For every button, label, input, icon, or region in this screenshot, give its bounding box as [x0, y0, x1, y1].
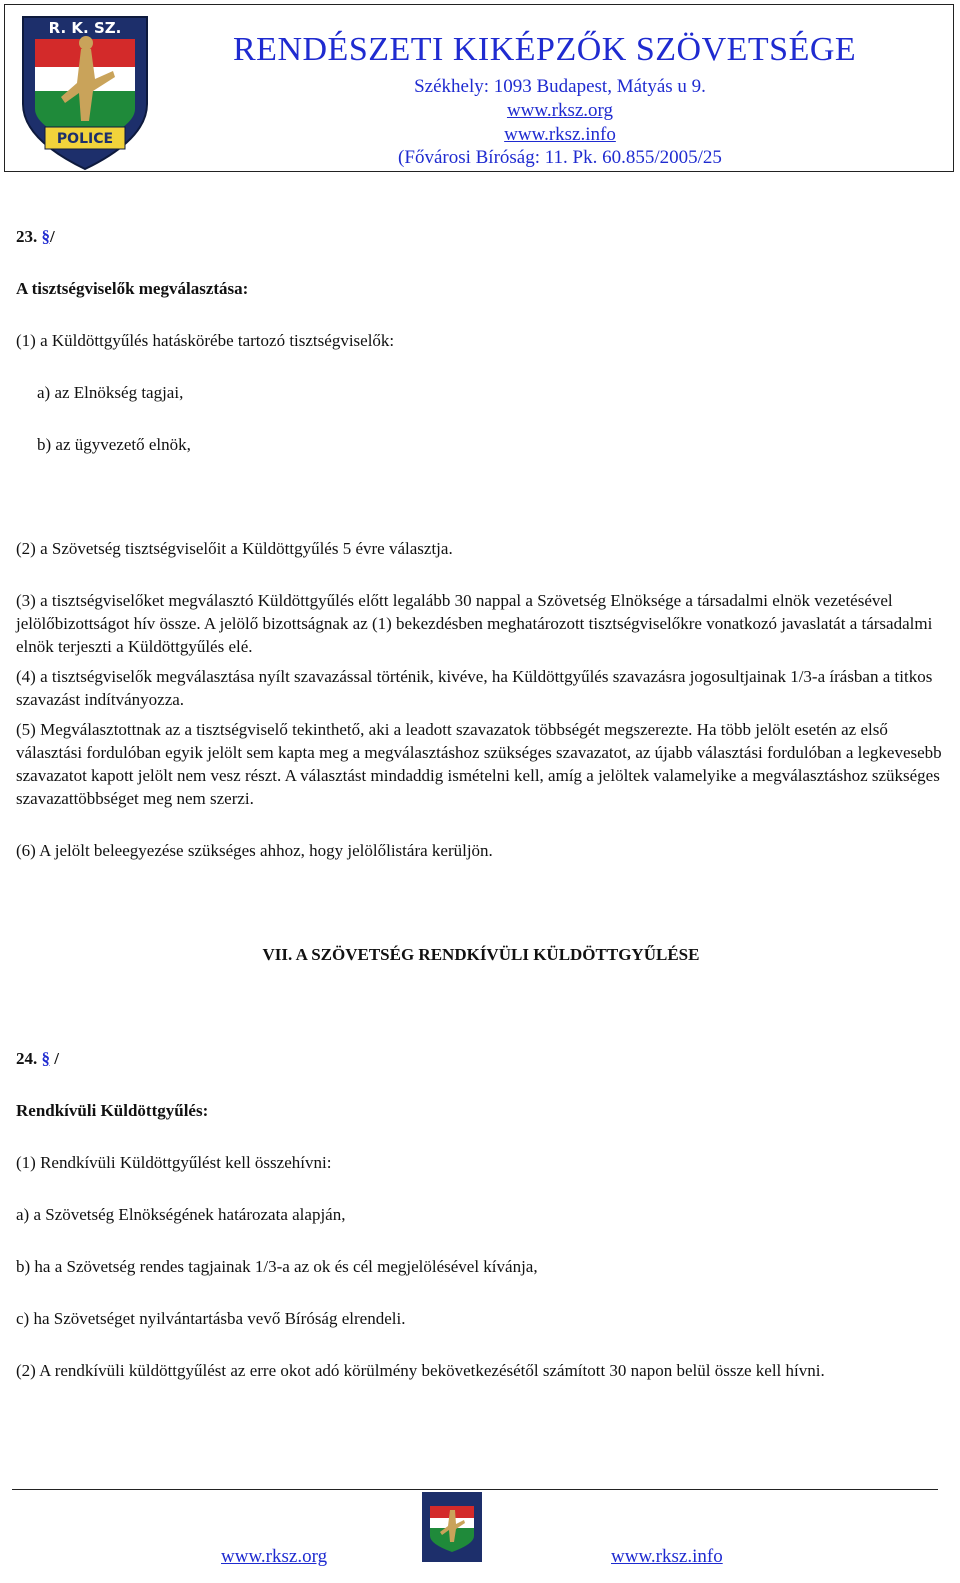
section-sign-link[interactable]: § — [41, 227, 50, 246]
section-24-slash: / — [50, 1049, 59, 1068]
section-23-heading: A tisztségviselők megválasztása: — [16, 279, 249, 298]
chapter-heading: VII. A SZÖVETSÉG RENDKÍVÜLI KÜLDÖTTGYŰLÉSE — [262, 945, 700, 964]
section-23-number: 23. — [16, 227, 38, 246]
footer-link-info[interactable]: www.rksz.info — [611, 1546, 723, 1567]
section-23-para-3: (3) a tisztségviselőket megválasztó Küldöttgyűlés előtt legalább 30 nappal a Szövetség Elnöksége a társadalmi elnök vezetésével jelölőbizottságot hív össze. A jelölő bizottságnak az (1) bekezdésben meghatározott tisztségviselőkre vonatkozó javaslatát a társadalmi elnök terjeszti a Küldöttgyűlés elé. — [16, 591, 933, 656]
section-23-item-b: b) az ügyvezető elnök, — [37, 435, 191, 454]
section-23-item-a: a) az Elnökség tagjai, — [37, 383, 184, 402]
court-registration: (Fővárosi Bíróság: 11. Pk. 60.855/2005/25 — [398, 147, 722, 168]
section-24-heading: Rendkívüli Küldöttgyűlés: — [16, 1101, 209, 1120]
section-24-item-b: b) ha a Szövetség rendes tagjainak 1/3-a az ok és cél megjelölésével kívánja, — [16, 1257, 538, 1276]
section-23-para-1: (1) a Küldöttgyűlés hatáskörébe tartozó tisztségviselők: — [16, 331, 395, 350]
headquarters-address: Székhely: 1093 Budapest, Mátyás u 9. — [414, 76, 706, 97]
footer-divider — [12, 1489, 938, 1490]
rksz-police-logo-small — [422, 1492, 482, 1562]
letterhead — [4, 4, 954, 172]
section-23-para-2: (2) a Szövetség tisztségviselőit a Küldöttgyűlés 5 évre választja. — [16, 539, 453, 558]
logo-top-text: R. K. SZ. — [48, 19, 122, 37]
section-23-para-5: (5) Megválasztottnak az a tisztségviselő tekinthető, aki a leadott szavazatok többségét megszerezte. Ha több jelölt esetén az első választási fordulóban egyik jelölt sem kapta meg a megválasztáshoz szükséges szavazatot, az újabb választási fordulóban a legkevesebb szavazatot kapott jelölt nem vesz részt. A választást mindaddig ismételni kell, amíg a jelöltek valamelyike a megválasztáshoz szükséges szavazattöbbséget meg nem szerzi. — [16, 720, 942, 808]
section-24-item-a: a) a Szövetség Elnökségének határozata alapján, — [16, 1205, 346, 1224]
organization-title: RENDÉSZETI KIKÉPZŐK SZÖVETSÉGE — [233, 31, 857, 68]
section-23-slash: / — [50, 227, 55, 246]
section-24-para-2: (2) A rendkívüli küldöttgyűlést az erre okot adó körülmény bekövetkezésétől számított 30 napon belül össze kell hívni. — [16, 1361, 825, 1380]
section-23-para-6: (6) A jelölt beleegyezése szükséges ahhoz, hogy jelölőlistára kerüljön. — [16, 841, 493, 860]
section-24-item-c: c) ha Szövetséget nyilvántartásba vevő Bíróság elrendeli. — [16, 1309, 406, 1328]
section-23-para-4: (4) a tisztségviselők megválasztása nyílt szavazással történik, kivéve, ha Küldöttgyűlés szavazásra jogosultjainak 1/3-a írásban a titkos szavazást indítványozza. — [16, 667, 933, 709]
section-23-title — [16, 225, 946, 248]
header-link-info[interactable]: www.rksz.info — [504, 124, 616, 145]
footer-link-org[interactable]: www.rksz.org — [221, 1546, 328, 1567]
section-24-number: 24. — [16, 1049, 38, 1068]
header-link-org[interactable]: www.rksz.org — [506, 100, 614, 121]
section-sign-link[interactable]: § — [41, 1049, 50, 1068]
section-24-para-1: (1) Rendkívüli Küldöttgyűlést kell összehívni: — [16, 1153, 332, 1172]
document-body — [16, 225, 946, 1382]
section-24-title — [16, 1047, 946, 1070]
logo-bottom-text: POLICE — [56, 131, 114, 147]
